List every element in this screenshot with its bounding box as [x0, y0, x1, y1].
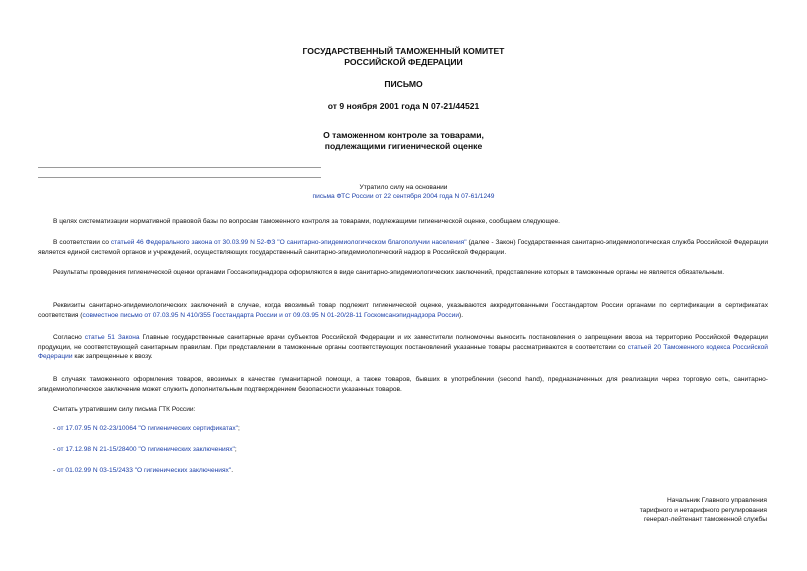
- joint-letter-link[interactable]: совместное письмо от 07.03.95 N 410/355 Госстандарта России и от 09.03.95 N 01-20/28-11 Госкомсанэпиднадзора России: [82, 311, 460, 319]
- paragraph-5: [38, 333, 768, 362]
- signature-line-1: Начальник Главного управления: [667, 497, 767, 504]
- list-item-dash: -: [53, 446, 58, 453]
- issuer-line-2: РОССИЙСКОЙ ФЕДЕРАЦИИ: [344, 56, 463, 67]
- lost-force-link[interactable]: письма ФТС России от 22 сентября 2004 года N 07-61/1249: [312, 193, 495, 201]
- subject-line-1: О таможенном контроле за товарами,: [323, 130, 484, 140]
- paragraph-1: В целях систематизации нормативной правовой базы по вопросам таможенного контроля за товарами, подлежащими гигиенической оценке, сообщаем следующее.: [53, 218, 560, 225]
- document-date-number: от 9 ноября 2001 года N 07-21/44521: [327, 101, 480, 111]
- paragraph-4-text-post: ).: [459, 311, 464, 319]
- list-item-dash: -: [53, 425, 58, 432]
- issuer-line-1: ГОСУДАРСТВЕННЫЙ ТАМОЖЕННЫЙ КОМИТЕТ: [302, 46, 505, 56]
- signature-line-3: генерал-лейтенант таможенной службы: [643, 516, 767, 524]
- paragraph-5-text-pre: Согласно: [53, 334, 85, 341]
- paragraph-4-text-pre: Реквизиты санитарно-эпидемиологических заключений в случае, когда ввозимый товар подлежит гигиенической оценке, указываются аккредитованными Госстандартом России органами по сертификации в сертификатах соответствия (: [38, 302, 768, 319]
- letter-1998-link[interactable]: от 17.12.98 N 21-15/28400 "О гигиенических заключениях": [57, 446, 235, 453]
- document-type: ПИСЬМО: [384, 79, 423, 89]
- signature-line-2: тарифного и нетарифного регулирования: [639, 506, 767, 514]
- list-item-dash: -: [53, 467, 58, 474]
- paragraph-2-text-pre: В соответствии со: [53, 239, 111, 246]
- list-item: [38, 445, 768, 455]
- lost-force-note: [0, 183, 807, 201]
- divider-bottom: [38, 177, 321, 178]
- paragraph-4: [38, 301, 768, 320]
- paragraph-2-text-post: (далее - Закон) Государственная санитарно-эпидемиологическая служба Российской Федерации является единой системой органов и учреждений, осуществляющих государственный санитарно-эпидемиологический надзор в Российской Федерации.: [38, 239, 769, 256]
- list-item-punct: ;: [238, 425, 240, 432]
- list-item: [38, 424, 768, 434]
- signature-block: [507, 496, 767, 525]
- paragraph-2: [38, 238, 768, 257]
- paragraph-7: Считать утратившим силу письма ГТК России:: [53, 406, 196, 413]
- paragraph-6: В случаях таможенного оформления товаров, ввозимых в качестве гуманитарной помощи, а также товаров, бывших в употреблении (second hand), предназначенных для реализации через торговую сеть, санитарно-эпидемиологическое заключение может служить дополнительным подтверждением безопасности указанных товаров.: [38, 376, 768, 393]
- divider-top: [38, 167, 321, 168]
- document-subject: [0, 130, 807, 151]
- customs-code-article-20-link[interactable]: статьей 20 Таможенного кодекса Российской Федерации: [38, 343, 768, 361]
- subject-line-2: подлежащими гигиенической оценке: [324, 140, 483, 151]
- paragraph-5-text-post: как запрещенные к ввозу.: [72, 353, 153, 361]
- list-item-punct: ;: [234, 446, 237, 453]
- list-item: [38, 466, 768, 476]
- law-article-51-link[interactable]: статье 51 Закона: [84, 334, 140, 341]
- letter-1999-link[interactable]: от 01.02.99 N 03-15/2433 "О гигиенических заключениях": [57, 467, 232, 474]
- letter-1995-link[interactable]: от 17.07.95 N 02-23/10064 "О гигиенических сертификатах": [57, 425, 239, 432]
- paragraph-3: Результаты проведения гигиенической оценки органами Госсанэпиднадзора оформляются в виде санитарно-эпидемиологических заключений, представление которых в таможенные органы не является обязательным.: [53, 269, 725, 276]
- law-article-46-link[interactable]: статьей 46 Федерального закона от 30.03.99 N 52-ФЗ "О санитарно-эпидемиологическом благополучии населения": [110, 239, 467, 246]
- paragraph-5-text-mid: Главные государственные санитарные врачи субъектов Российской Федерации и их заместители полномочны выносить постановления о запрещении ввоза на территорию Российской Федерации продукции, не соответствующей санитарным правилам. При представлении в таможенные органы соответствующих постановлений указанные товары рассматриваются в соответствии со: [38, 334, 768, 351]
- issuer-title: [0, 46, 807, 67]
- lost-force-text: Утратило силу на основании: [359, 184, 448, 191]
- list-item-punct: .: [231, 467, 234, 474]
